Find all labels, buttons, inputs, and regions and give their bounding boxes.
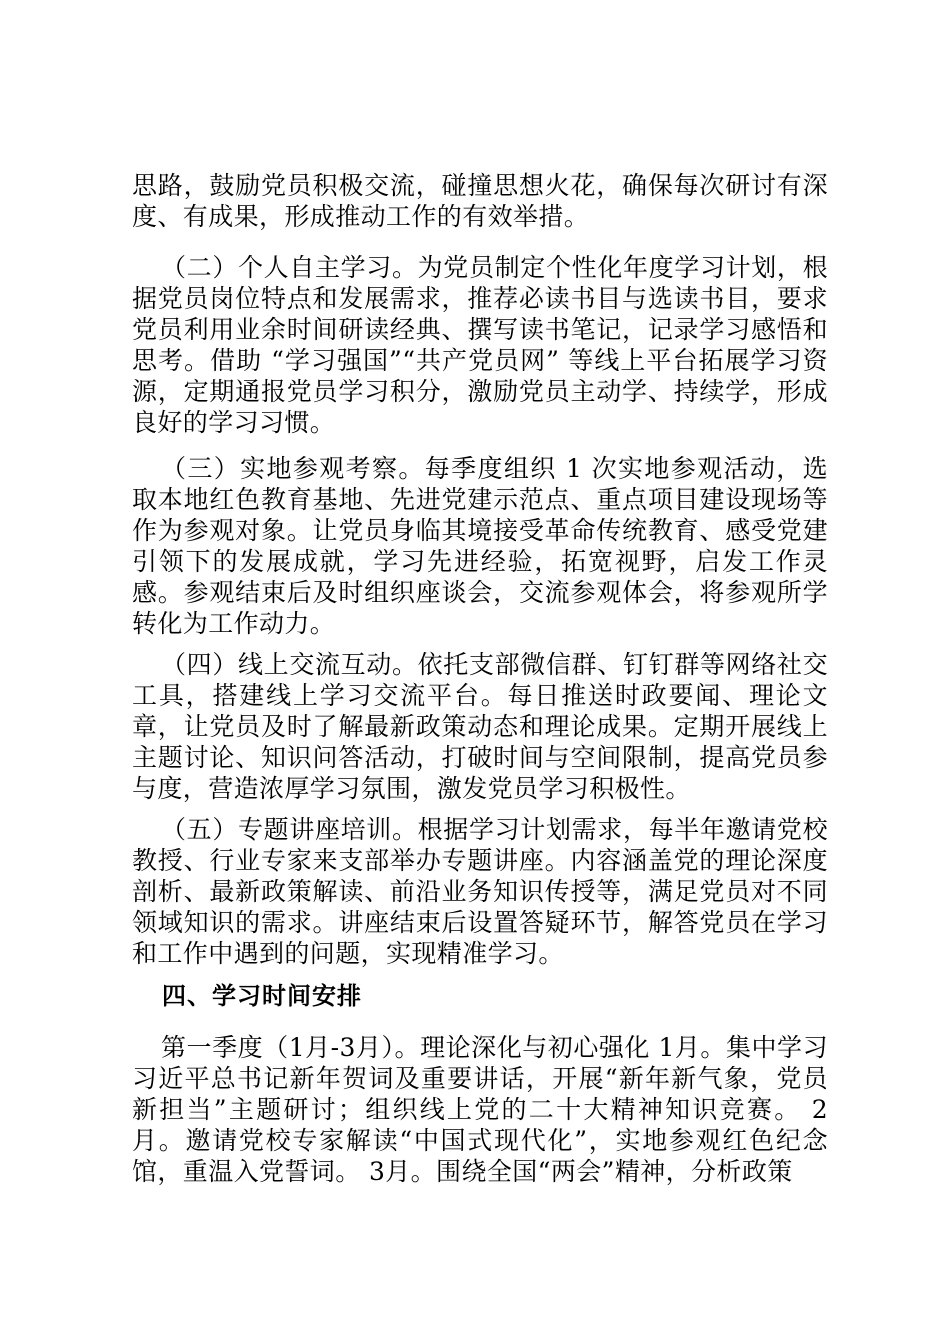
paragraph-continuation: 思路，鼓励党员积极交流，碰撞思想火花，确保每次研讨有深度、有成果，形成推动工作的有效举措。: [132, 171, 828, 231]
paragraph-site-visit: （三）实地参观考察。每季度组织 1 次实地参观活动，选取本地红色教育基地、先进党建示范点、重点项目建设现场等作为参观对象。让党员身临其境接受革命传统教育、感受党建引领下的发展成就，学习先进经验，拓宽视野，启发工作灵感。参观结束后及时组织座谈会，交流参观体会，将参观所学转化为工作动力。: [132, 454, 828, 638]
paragraph-schedule-q1: 第一季度（1月-3月）。理论深化与初心强化 1月。集中学习习近平总书记新年贺词及重要讲话，开展“新年新气象，党员新担当”主题研讨；组织线上党的二十大精神知识竞赛。 2月。邀请党校专家解读“中国式现代化”，实地参观红色纪念馆，重温入党誓词。 3月。围绕全国“两会”精神，分析政策: [132, 1033, 828, 1186]
paragraph-online-exchange: （四）线上交流互动。依托支部微信群、钉钉群等网络社交工具，搭建线上学习交流平台。每日推送时政要闻、理论文章，让党员及时了解最新政策动态和理论成果。定期开展线上主题讨论、知识问答活动，打破时间与空间限制，提高党员参与度，营造浓厚学习氛围，激发党员学习积极性。: [132, 650, 828, 803]
section-heading: 四、学习时间安排: [162, 982, 362, 1010]
paragraph-self-study: （二）个人自主学习。为党员制定个性化年度学习计划，根据党员岗位特点和发展需求，推荐必读书目与选读书目，要求党员利用业余时间研读经典、撰写读书笔记，记录学习感悟和思考。借助 “学习强国”“共产党员网” 等线上平台拓展学习资源，定期通报党员学习积分，激励党员主动学、持续学，形成良好的学习习惯。: [132, 253, 828, 437]
paragraph-lecture-training: （五）专题讲座培训。根据学习计划需求，每半年邀请党校教授、行业专家来支部举办专题讲座。内容涵盖党的理论深度剖析、最新政策解读、前沿业务知识传授等，满足党员对不同领域知识的需求。讲座结束后设置答疑环节，解答党员在学习和工作中遇到的问题，实现精准学习。: [132, 815, 828, 968]
